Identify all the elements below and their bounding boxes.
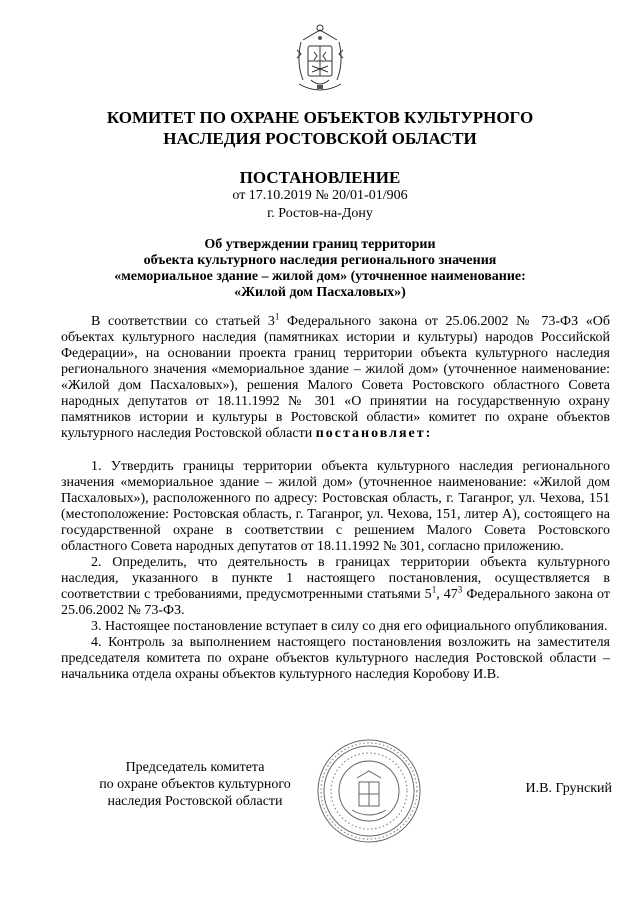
document-type: ПОСТАНОВЛЕНИЕ <box>239 168 401 187</box>
item-4: 4. Контроль за выполнением настоящего постановления возложить на заместителя председателя комитета по охране объектов культурного наследия Ростовской области – начальника отдела охраны объектов культурного наследия Коробову И.В. <box>61 635 610 682</box>
city: г. Ростов-на-Дону <box>267 206 373 221</box>
item-1: 1. Утвердить границы территории объекта культурного наследия регионального значения «мемориальное здание – жилой дом» (уточненное наименование: «Жилой дом Пасхаловых»), расположенного по адресу: Ростовская область, г. Таганрог, ул. Чехова, 151 (местоположение: Ростовская область, г. Таганрог, ул. Чехова, 151, литер А), состоящего на государственной охране в соответствии с решением Малого Совета Ростовского областного Совета народных депутатов от 18.11.1992 № 301, согласно приложению. <box>61 459 610 554</box>
document-title <box>60 237 580 301</box>
preamble-paragraph: В соответствии со статьей $3^1$ Федерального закона от 25.06.2002 № 73-ФЗ «Об объектах культурного наследия (памятниках истории и культуры) народов Российской Федерации», на основании проекта границ территории объекта культурного наследия регионального значения «мемориальное здание – жилой дом» (уточненное наименование: «Жилой дом Пасхаловых»), решения Малого Совета Ростовского областного Совета народных депутатов от 18.11.1992 № 301 «О принятии на государственную охрану памятников истории и культуры в Ростовской области» комитет по охране объектов культурного наследия Ростовской области постановляет: <box>61 311 610 441</box>
decree-word: постановляет: <box>315 426 433 441</box>
title-line-4: «Жилой дом Пасхаловых») <box>234 285 406 300</box>
signatory-name: И.В. Грунский <box>525 781 612 796</box>
title-line-3: «мемориальное здание – жилой дом» (уточненное наименование: <box>114 269 526 284</box>
title-line-1: Об утверждении границ территории <box>204 237 436 252</box>
item-2: 2. Определить, что деятельность в границах территории объекта культурного наследия, указанного в пункте 1 настоящего постановления, осуществляется в соответствии с требованиями, предусмотренными статьями $5^1$, $47^3$ Федерального закона от 25.06.2002 № 73-ФЗ. <box>61 555 610 618</box>
signatory-position: Председатель комитета по охране объектов культурного наследия Ростовской области <box>99 760 291 809</box>
org-line-1: КОМИТЕТ ПО ОХРАНЕ ОБЪЕКТОВ КУЛЬТУРНОГО <box>106 108 534 127</box>
org-line-2: НАСЛЕДИЯ РОСТОВСКОЙ ОБЛАСТИ <box>163 129 477 148</box>
organization-name <box>60 107 580 149</box>
date-number: от 17.10.2019 № 20/01-01/906 <box>232 188 408 203</box>
title-line-2: объекта культурного наследия регионального значения <box>143 253 497 268</box>
document-body <box>61 311 610 683</box>
document-meta <box>60 187 580 223</box>
coat-of-arms-icon <box>293 22 347 98</box>
official-seal-icon <box>316 738 422 844</box>
item-3: 3. Настоящее постановление вступает в силу со дня его официального опубликования. <box>91 619 608 634</box>
